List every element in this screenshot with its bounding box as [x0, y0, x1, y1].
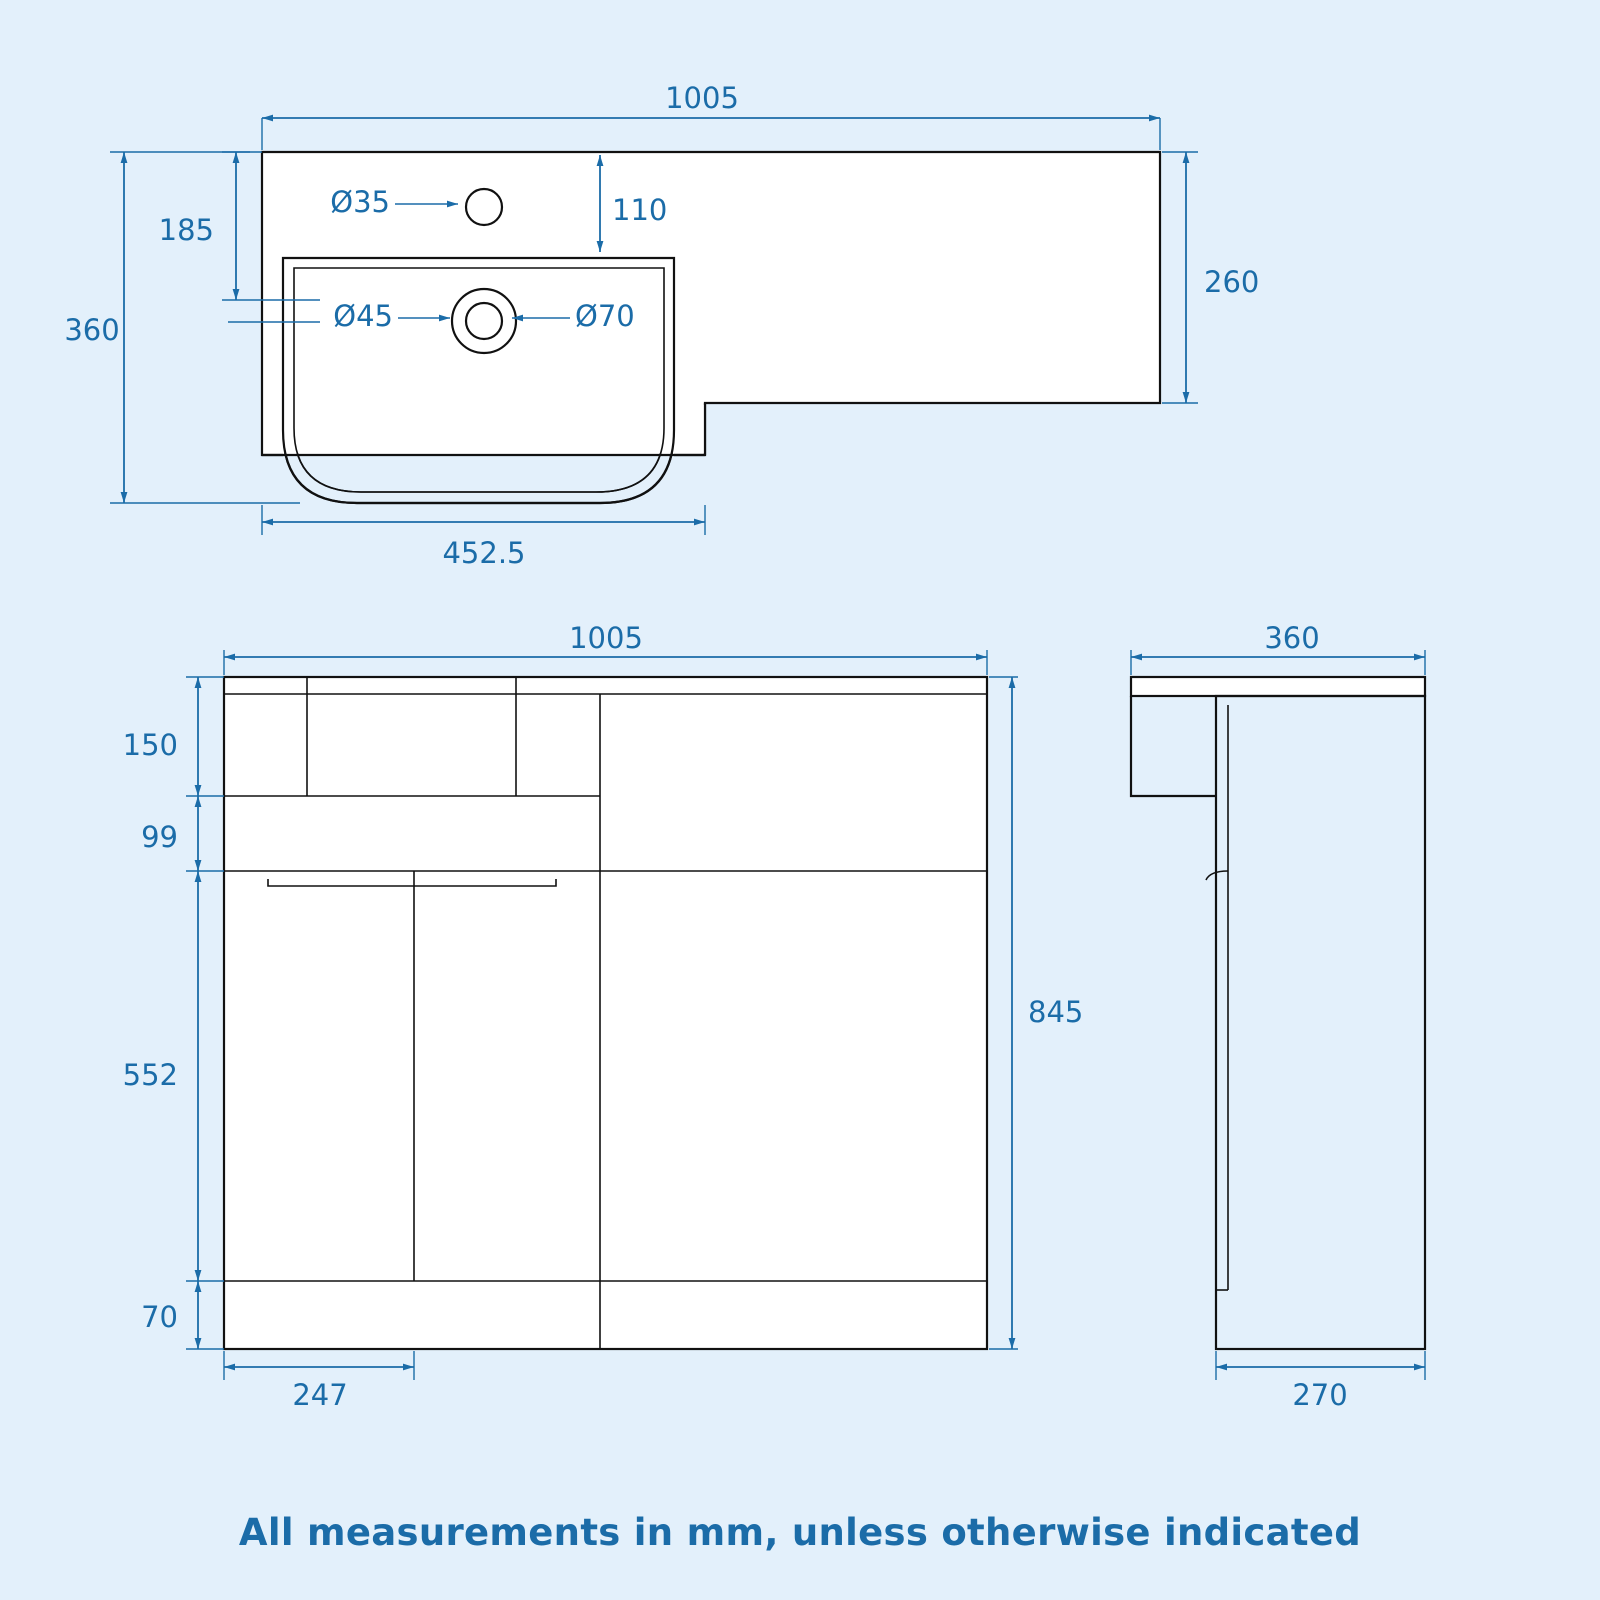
dim-top-tap-hole-offset: 110: [612, 193, 668, 227]
dim-top-overall-width: 1005: [665, 81, 739, 115]
dim-front-overall-height: 845: [1028, 995, 1084, 1029]
dim-front-door-width: 247: [292, 1378, 348, 1412]
dim-front-plinth: 70: [141, 1300, 178, 1334]
dim-top-basin-width: 452.5: [442, 536, 526, 570]
dim-top-basin-front-depth: 185: [158, 213, 214, 247]
dim-front-drawer-section: 99: [141, 820, 178, 854]
front-view-geometry: [224, 677, 987, 1349]
dim-top-worktop-depth-right: 260: [1204, 265, 1260, 299]
dim-hole-waste-outer: Ø70: [575, 299, 635, 333]
dim-side-cabinet-depth: 270: [1292, 1378, 1348, 1412]
dim-side-overall-depth: 360: [1264, 621, 1320, 655]
side-view-dimensions: [1131, 650, 1425, 1380]
dim-front-overall-width: 1005: [569, 621, 643, 655]
measurement-note: All measurements in mm, unless otherwise indicated: [238, 1511, 1362, 1554]
dim-hole-tap: Ø35: [330, 185, 390, 219]
dim-hole-waste-inner: Ø45: [333, 299, 393, 333]
dim-front-top-section: 150: [122, 728, 178, 762]
dim-front-door-section: 552: [122, 1058, 178, 1092]
dim-top-overall-depth: 360: [64, 313, 120, 347]
side-view-geometry: [1131, 677, 1425, 1349]
